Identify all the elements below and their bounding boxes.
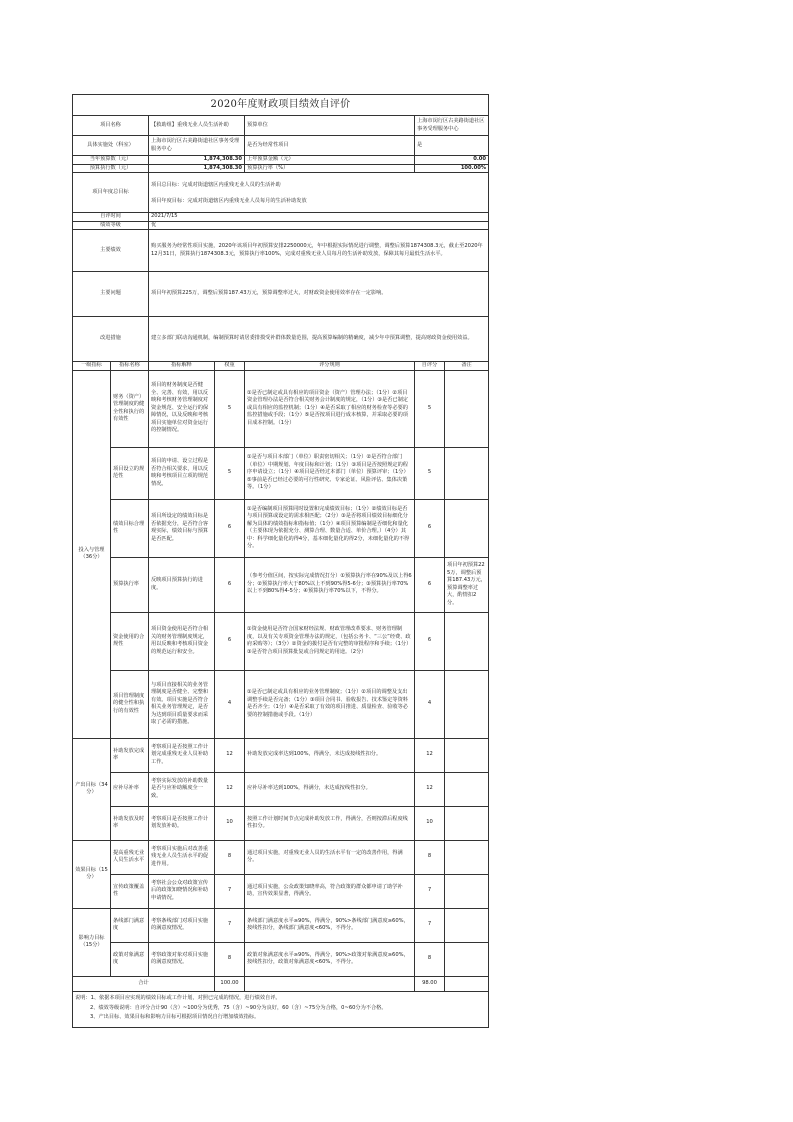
project-name-label: 项目名称 <box>73 116 149 136</box>
budget-unit-value: 上海市闵行区古美路街道社区事务受理服务中心 <box>415 116 489 136</box>
exec-row <box>73 164 489 173</box>
header-cell: 备注 <box>445 362 489 371</box>
project-name-row <box>73 116 489 136</box>
exec-amount-label: 预算执行数（元） <box>73 164 149 173</box>
evaluation-sheet <box>72 94 488 1028</box>
header-cell: 权重 <box>215 362 245 371</box>
indicator-explain: 项目的财务制度是否健全、完善、有效，用以反映和考核财务管理制度对资金规范、安全运行的保障情况，以及反映和考核项目实施单位对资金运行的控制情况。 <box>149 370 215 447</box>
indicator-rule: ①资金使用是否符合国家财经法规、财政管理改革要求、财务管理制度，以及有关专项资金管理办法的规定，（包括公务卡、“三公”经费、政府采购等）；（3分）②资金的拨付是否有完整的审批程序和手续；（1分）③是否符合项目预算批复或合同规定的用途。（2分） <box>245 612 415 670</box>
indicator-explain: 项目所设定的绩效目标是否依据充分，是否符合客观实际，绩效目标与预算是否匹配。 <box>149 499 215 557</box>
measures-label: 改进措施 <box>73 317 149 362</box>
eval-time-label: 自评时间 <box>73 213 149 222</box>
indicator-score: 7 <box>415 908 445 942</box>
indicator-rule: （参考分值区间，按实际完成情况打分）①预算执行率在90%及以上得6分；②预算执行率大于80%以上不到90%得5-6分；③预算执行率70%以上不到80%得4-5分；④预算执行率70%以下，不得分。 <box>245 557 415 612</box>
indicator-weight: 12 <box>215 772 245 806</box>
indicator-row <box>73 612 489 670</box>
notes-row <box>73 991 489 1028</box>
eval-time-row <box>73 213 489 222</box>
header-row <box>73 362 489 371</box>
exec-amount-value: 1,874,308.30 <box>149 164 245 173</box>
indicator-weight: 8 <box>215 942 245 976</box>
indicator-score: 8 <box>415 840 445 874</box>
indicator-explain: 反映项目预算执行的进度。 <box>149 557 215 612</box>
note-line-3: 3、产出目标、效果目标和影响力目标可根据项目情况自行增加绩效指标。 <box>90 1014 260 1021</box>
indicator-rule: 按照工作计划时间节点完成补助发放工作，得满分，否则按滞后程度线性扣分。 <box>245 806 415 840</box>
grade-label: 绩效等级 <box>73 221 149 230</box>
indicator-note <box>445 942 489 976</box>
indicator-note <box>445 806 489 840</box>
total-weight: 100.00 <box>215 976 245 991</box>
project-name-value: 【救助组】重残无业人员生活补助 <box>149 116 245 136</box>
performance-text: 购买服务为经常性项目实施，2020年该项目年初预算安排2250000元，年中根据实际情况进行调整，调整后预算1874308.3元，截止至2020年12月31日，预算执行1874308.3元，预算执行率100%，完成对重残无业人员每月的生活补助发放，保障其每月最低生活水平。 <box>149 230 489 272</box>
performance-label: 主要绩效 <box>73 230 149 272</box>
indicator-name: 补助发放及时率 <box>111 806 149 840</box>
indicator-name: 项目设立的规范性 <box>111 447 149 499</box>
indicator-score: 6 <box>415 612 445 670</box>
indicator-score: 4 <box>415 670 445 738</box>
indicator-note <box>445 840 489 874</box>
indicator-row <box>73 499 489 557</box>
indicator-row <box>73 447 489 499</box>
group-name: 影响力目标（15分） <box>73 908 111 976</box>
indicator-score: 5 <box>415 447 445 499</box>
current-budget-value: 1,874,308.30 <box>149 156 245 165</box>
header-cell: 评分规则 <box>245 362 415 371</box>
measures-row <box>73 317 489 362</box>
indicator-rule: 通过项目实施，公众政策知晓率高，符合政策的群众都申请了助学补助，宣传效果显著，得满分。 <box>245 874 415 908</box>
indicator-row <box>73 557 489 612</box>
indicator-rule: ①是否编制项目预算同时设置和完成绩效目标；（1分）②绩效目标是否与项目预算或设定的需求相匹配；（2分）③是否将项目绩效目标细化分解为具体的绩效指标和指标值；（1分）④项目预算编制是否细化和量化（主要体现为依据充分、测算合理、数量合适、单价合理。）（4分）其中：科学细化量化的得4分，基本细化量化的得2分，未细化量化的不得分。 <box>245 499 415 557</box>
indicator-rule: 应补尽补率达到100%，得满分，未达成按线性扣分。 <box>245 772 415 806</box>
header-cell: 一级指标 <box>73 362 111 371</box>
indicator-note <box>445 499 489 557</box>
total-label: 合计 <box>73 976 215 991</box>
note-line-2: 2、绩效等级说明：自评分合计90（含）~100分为优秀，75（含）~90分为良好，60（含）~75分为合格，0~60分为不合格。 <box>90 1004 387 1011</box>
exec-rate-label: 预算执行率（%） <box>245 164 415 173</box>
indicator-explain: 考察实际发放的补助数量是否与应补助额度全一致。 <box>149 772 215 806</box>
indicator-row <box>73 874 489 908</box>
indicator-note <box>445 738 489 772</box>
indicator-name: 资金使用的合规性 <box>111 612 149 670</box>
exec-rate-value: 100.00% <box>415 164 489 173</box>
header-cell: 自评分 <box>415 362 445 371</box>
indicator-score: 5 <box>415 370 445 447</box>
indicator-explain: 考察项目实施后对改善重残无业人员生活水平的促进作用。 <box>149 840 215 874</box>
indicator-note <box>445 370 489 447</box>
problem-label: 主要问题 <box>73 272 149 317</box>
performance-row <box>73 230 489 272</box>
total-row <box>73 976 489 991</box>
indicator-row <box>73 942 489 976</box>
recurring-label: 是否为经常性项目 <box>245 136 415 156</box>
indicator-score: 7 <box>415 874 445 908</box>
indicator-weight: 6 <box>215 499 245 557</box>
indicator-weight: 10 <box>215 806 245 840</box>
indicator-score: 10 <box>415 806 445 840</box>
indicator-rule: 补助发放完成率达到100%，得满分，未达成按线性扣分。 <box>245 738 415 772</box>
indicator-weight: 6 <box>215 612 245 670</box>
indicator-explain: 与项目直接相关的业务管理制度是否健全、完整和有效。项目实施是否符合相关业务管理规定，是否为达到项目质量要求而采取了必需的措施。 <box>149 670 215 738</box>
indicator-explain: 项目的申请、设立过程是否符合相关要求，用以反映和考核项目立项的规范情况。 <box>149 447 215 499</box>
indicator-name: 提高重残无业人员生活水平 <box>111 840 149 874</box>
indicator-name: 应补尽补率 <box>111 772 149 806</box>
indicator-score: 12 <box>415 772 445 806</box>
indicator-row <box>73 738 489 772</box>
indicator-score: 6 <box>415 499 445 557</box>
indicator-rule: 政策对象满意度水平≥90%，得满分，90%>政策对象满意度≥60%，按线性扣分，政策对象满意度<60%，不得分。 <box>245 942 415 976</box>
indicator-note <box>445 612 489 670</box>
measures-text: 建立多部门联动沟通机制，编制预算时请居委排摸受补群体数量范围，提高预算编制的精确度，减少年中预算调整，提高财政资金使用效益。 <box>149 317 489 362</box>
title-row <box>73 95 489 116</box>
indicator-name: 条线部门满意度 <box>111 908 149 942</box>
goal-line-1: 项目总目标：完成对街道辖区内重残无业人员的生活补助 <box>151 182 281 189</box>
indicator-row <box>73 772 489 806</box>
indicator-score: 8 <box>415 942 445 976</box>
grade-value: 优 <box>149 221 489 230</box>
indicator-weight: 6 <box>215 557 245 612</box>
indicator-note <box>445 670 489 738</box>
goal-row <box>73 173 489 213</box>
indicator-explain: 考察项目是否按照工作计划发放补助。 <box>149 806 215 840</box>
grade-row <box>73 221 489 230</box>
indicator-explain: 项目资金使用是否符合相关的财务管理制度规定，用以反映和考核项目资金的规范运行和安全。 <box>149 612 215 670</box>
indicator-note <box>445 908 489 942</box>
last-budget-label: 上年预算金额（元） <box>245 156 415 165</box>
last-budget-value: 0.00 <box>415 156 489 165</box>
evaluation-table <box>72 94 489 1028</box>
indicator-row <box>73 670 489 738</box>
page-title: 2020年度财政项目绩效自评价 <box>73 95 489 116</box>
indicator-name: 项目管理制度的健全性和执行的有效性 <box>111 670 149 738</box>
indicator-explain: 考察政策对象对项目实施的满意度情况。 <box>149 942 215 976</box>
eval-time-value: 2021/7/15 <box>149 213 489 222</box>
indicator-name: 宣传政策覆盖性 <box>111 874 149 908</box>
indicator-row <box>73 370 489 447</box>
indicator-explain: 考察社会公众对政策宣传后的政策知晓情况和补助申请情况。 <box>149 874 215 908</box>
indicator-name: 财务（资产）管理制度的健全性和执行的有效性 <box>111 370 149 447</box>
indicator-rule: ①是否已制定或具有相应的业务管理制度；（1分）②项目的调整及支出调整手续是否完备；（1分）③项目合同书、验收报告、技术鉴定等资料是否齐全；（1分）④是否采取了有效的项目推进、质量检查、验收等必要的控制措施或手段。（1分） <box>245 670 415 738</box>
problem-row <box>73 272 489 317</box>
indicator-name: 政策对象满意度 <box>111 942 149 976</box>
indicator-weight: 5 <box>215 370 245 447</box>
indicator-score: 12 <box>415 738 445 772</box>
header-cell: 指标名称 <box>111 362 149 371</box>
current-budget-row <box>73 156 489 165</box>
problem-text: 项目年初预算225万，调整后预算187.43万元，预算调整率过大，对财政资金使用效率存在一定影响。 <box>149 272 489 317</box>
indicator-weight: 8 <box>215 840 245 874</box>
recurring-value: 是 <box>415 136 489 156</box>
indicator-weight: 5 <box>215 447 245 499</box>
total-score: 98.00 <box>415 976 445 991</box>
indicator-row <box>73 806 489 840</box>
total-blank <box>245 976 415 991</box>
indicator-weight: 7 <box>215 874 245 908</box>
dept-label: 具体实施处（科室） <box>73 136 149 156</box>
indicator-note <box>445 447 489 499</box>
indicator-name: 绩效目标合理性 <box>111 499 149 557</box>
indicator-rule: 通过项目实施，对重残无业人员的生活水平有一定的改善作用，得满分。 <box>245 840 415 874</box>
indicator-score: 6 <box>415 557 445 612</box>
indicator-note: 项目年初预算225万，调整后预算187.43万元，预算调整率过大，酌情扣2分。 <box>445 557 489 612</box>
indicator-rule: ①是否与项目本部门（单位）职责密切相关；（1分）②是否符合部门（单位）中期规划、年度目标和计划；（1分）③项目是否按照规定的程序申请设立；（1分）④项目是否经过本部门（单位）预算评审；（1分）⑤事前是否已经过必要的可行性研究、专家论证、风险评估、集体决策等。（1分） <box>245 447 415 499</box>
notes-cell <box>73 991 489 1028</box>
indicator-rule: ①是否已制定或具有相应的项目资金（资产）管理办法；（1分）②项目资金管理办法是否符合相关财务会计制度的规定，（1分）③是否已制定或具有相应的监控机制；（1分）④是否采取了相应的财务检查等必要的监控措施或手段；（1分）⑤是否按项目进行成本核算，并采取必要的项目成本控制。（1分） <box>245 370 415 447</box>
header-cell: 指标解释 <box>149 362 215 371</box>
indicator-note <box>445 772 489 806</box>
goal-text <box>149 173 489 213</box>
indicator-row <box>73 840 489 874</box>
note-line-1: 说明：1、依据本项目应实现的绩效目标或工作计划，对照已完成的情况，进行绩效自评。 <box>75 994 281 1001</box>
indicator-name: 预算执行率 <box>111 557 149 612</box>
indicator-note <box>445 874 489 908</box>
total-note-blank <box>445 976 489 991</box>
indicator-weight: 12 <box>215 738 245 772</box>
current-budget-label: 当年预算数（元） <box>73 156 149 165</box>
indicator-explain: 考察项目是否按照工作计划完成重残无业人员补助工作。 <box>149 738 215 772</box>
indicator-explain: 考察条线部门对项目实施的满意度情况。 <box>149 908 215 942</box>
indicator-row <box>73 908 489 942</box>
indicator-weight: 4 <box>215 670 245 738</box>
group-name: 效果目标（15分） <box>73 840 111 908</box>
group-name: 投入与管理（36分） <box>73 370 111 738</box>
indicator-rule: 条线部门满意度水平≥90%，得满分，90%>条线部门满意度≥60%，按线性扣分，条线部门满意度<60%，不得分。 <box>245 908 415 942</box>
dept-value: 上海市闵行区古美路街道社区事务受理服务中心 <box>149 136 245 156</box>
indicator-name: 补助发放完成率 <box>111 738 149 772</box>
budget-unit-label: 预算单位 <box>245 116 415 136</box>
dept-row <box>73 136 489 156</box>
group-name: 产出目标（34分） <box>73 738 111 840</box>
goal-line-2: 项目年度目标：完成对街道辖区内重残无业人员每月的生活补助发放 <box>151 197 307 204</box>
indicator-weight: 7 <box>215 908 245 942</box>
goal-label: 项目年度总目标 <box>73 173 149 213</box>
